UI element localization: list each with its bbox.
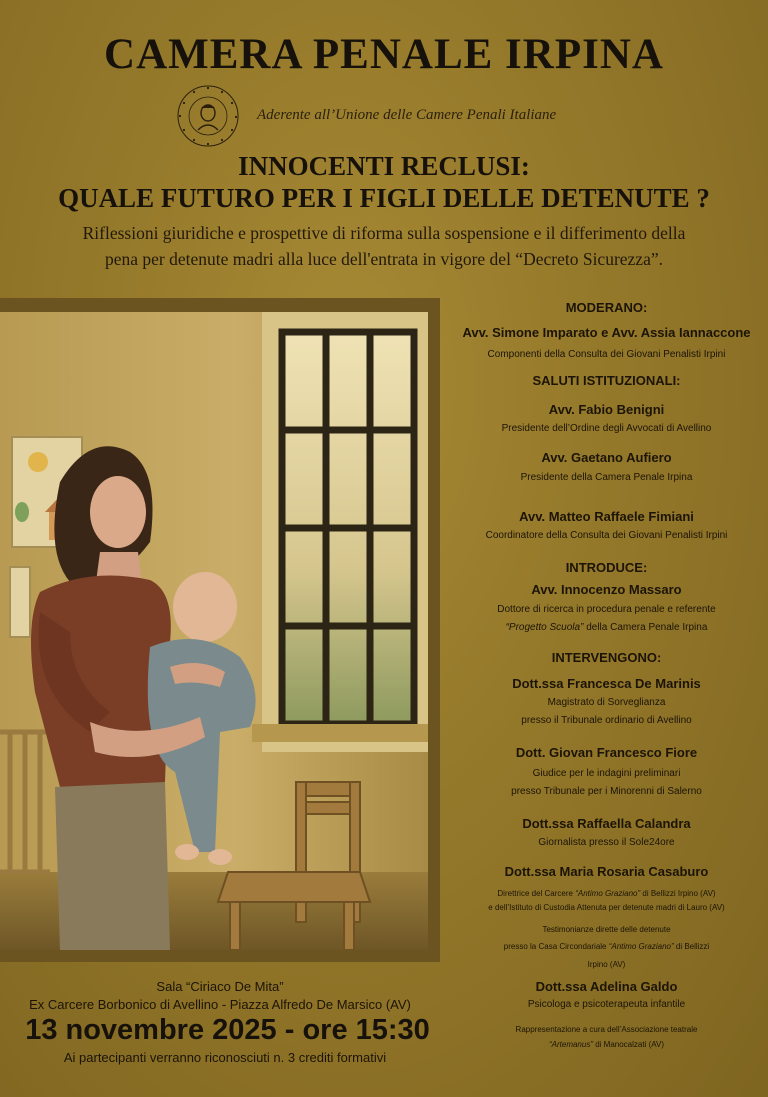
- speaker-role-fiore-line-1: Giudice per le indagini preliminari: [532, 768, 681, 779]
- artemanus-rest: di Manocalzati (AV): [593, 1040, 664, 1049]
- subtitle-line-1: Riflessioni giuridiche e prospettive di riforma sulla sospensione e il differimento della: [82, 223, 686, 243]
- speaker-name-calandra: Dott.ssa Raffaella Calandra: [522, 816, 691, 831]
- speaker-role-fimiani: Coordinatore della Consulta dei Giovani Penalisti Irpini: [485, 530, 728, 541]
- venue-hall: Sala “Ciriaco De Mita”: [156, 979, 284, 994]
- speaker-name-de-marinis: Dott.ssa Francesca De Marinis: [512, 676, 701, 691]
- event-organizer-title: CAMERA PENALE IRPINA: [104, 31, 664, 78]
- testimonianze-line-1: Testimonianze dirette delle detenute: [542, 925, 671, 934]
- speaker-role-massaro-line-2: [445, 622, 768, 633]
- speaker-role-casaburo-line-2: e dell’Istituto di Custodia Attenuta per detenute madri di Lauro (AV): [488, 903, 725, 912]
- testimonianze-a: presso la Casa Circondariale: [503, 942, 609, 951]
- moderano-label: MODERANO:: [565, 300, 648, 315]
- speaker-name-fiore: Dott. Giovan Francesco Fiore: [515, 745, 698, 760]
- speaker-name-aufiero: Avv. Gaetano Aufiero: [541, 450, 672, 465]
- testimonianze-line-2: [445, 942, 768, 951]
- illustration-frame: [0, 298, 440, 962]
- massaro-role-rest: della Camera Penale Irpina: [583, 622, 708, 633]
- speaker-name-benigni: Avv. Fabio Benigni: [548, 402, 665, 417]
- portrait-seal-icon: [176, 84, 240, 148]
- speaker-role-calandra: Giornalista presso il Sole24ore: [538, 837, 675, 848]
- antimo-graziano-text: “Antimo Graziano”: [575, 889, 641, 898]
- saluti-label: SALUTI ISTITUZIONALI:: [532, 373, 681, 388]
- affiliation-line: Aderente all’Unione delle Camere Penali Italiane: [257, 107, 557, 123]
- event-title-line-1: INNOCENTI RECLUSI:: [238, 151, 530, 181]
- casaburo-role-a: Direttrice del Carcere: [497, 889, 576, 898]
- rappresentazione-line-1: Rappresentazione a cura dell’Associazione teatrale: [515, 1025, 698, 1034]
- subtitle-line-2: pena per detenute madri alla luce dell'entrata in vigore del “Decreto Sicurezza”.: [104, 249, 663, 269]
- casaburo-role-b: di Bellizzi Irpino (AV): [640, 889, 716, 898]
- speaker-role-casaburo-line-1: [445, 889, 768, 898]
- speaker-role-fiore-line-2: presso Tribunale per i Minorenni di Salerno: [511, 786, 702, 797]
- moderano-role: Componenti della Consulta dei Giovani Penalisti Irpini: [487, 349, 726, 360]
- artemanus-text: “Artemanus”: [548, 1040, 593, 1049]
- venue-address: Ex Carcere Borbonico di Avellino - Piazza Alfredo De Marsico (AV): [29, 997, 411, 1012]
- speaker-role-aufiero: Presidente della Camera Penale Irpina: [520, 472, 693, 483]
- speaker-name-fimiani: Avv. Matteo Raffaele Fimiani: [519, 509, 694, 524]
- testimonianze-line-3: Irpino (AV): [587, 960, 626, 969]
- event-date-time: 13 novembre 2025 - ore 15:30: [25, 1014, 430, 1046]
- speaker-name-massaro: Avv. Innocenzo Massaro: [531, 582, 682, 597]
- speaker-role-de-marinis-line-1: Magistrato di Sorveglianza: [547, 697, 666, 708]
- rappresentazione-line-2: [445, 1040, 768, 1049]
- mother-and-baby-by-window-illustration: [0, 312, 428, 950]
- event-title-line-2: QUALE FUTURO PER I FIGLI DELLE DETENUTE ?: [58, 183, 710, 213]
- credits-note: Ai partecipanti verranno riconosciuti n. 3 crediti formativi: [63, 1050, 387, 1065]
- speaker-role-galdo: Psicologa e psicoterapeuta infantile: [527, 999, 686, 1010]
- event-subtitle: [60, 220, 708, 272]
- introduce-label: INTRODUCE:: [565, 560, 648, 575]
- speaker-role-benigni: Presidente dell’Ordine degli Avvocati di Avellino: [501, 423, 712, 434]
- intervengono-label: INTERVENGONO:: [551, 650, 662, 665]
- speaker-name-casaburo: Dott.ssa Maria Rosaria Casaburo: [504, 864, 709, 879]
- progetto-scuola-text: “Progetto Scuola”: [505, 622, 584, 633]
- speaker-role-de-marinis-line-2: presso il Tribunale ordinario di Avellino: [521, 715, 692, 726]
- testimonianze-b: di Bellizzi: [673, 942, 710, 951]
- moderano-names: Avv. Simone Imparato e Avv. Assia Iannaccone: [462, 325, 751, 340]
- speaker-name-galdo: Dott.ssa Adelina Galdo: [535, 979, 678, 994]
- antimo-graziano-text-2: “Antimo Graziano”: [608, 942, 674, 951]
- speaker-role-massaro-line-1: Dottore di ricerca in procedura penale e referente: [497, 604, 716, 615]
